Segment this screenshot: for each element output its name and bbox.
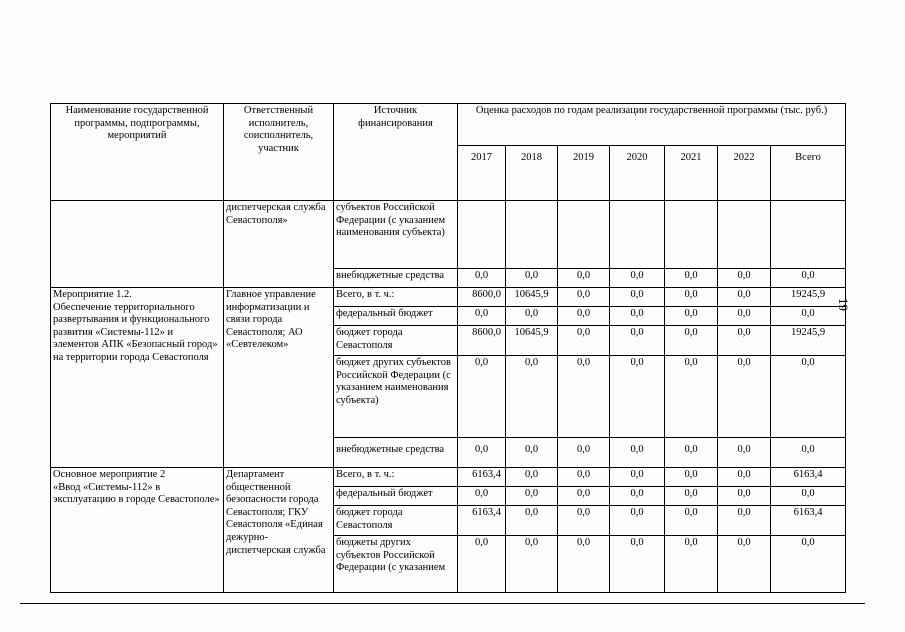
- value-cell: 0,0: [665, 307, 718, 326]
- value-cell: 0,0: [558, 487, 610, 506]
- value-cell: 6163,4: [458, 468, 506, 487]
- source-cell: субъектов Российской Федерации (с указанием наименования субъекта): [334, 201, 458, 269]
- value-cell: 0,0: [558, 468, 610, 487]
- value-cell: 6163,4: [771, 506, 846, 536]
- value-cell: 0,0: [771, 536, 846, 593]
- value-cell: 0,0: [718, 356, 771, 438]
- table-row: [51, 201, 846, 269]
- source-cell: федеральный бюджет: [334, 487, 458, 506]
- value-cell: 0,0: [665, 269, 718, 288]
- value-cell: 0,0: [610, 506, 665, 536]
- value-cell: 0,0: [506, 487, 558, 506]
- value-cell: 0,0: [771, 487, 846, 506]
- value-cell: 0,0: [665, 468, 718, 487]
- value-cell: 0,0: [458, 307, 506, 326]
- year-cell: 2021: [665, 146, 718, 201]
- year-cell: 2017: [458, 146, 506, 201]
- value-cell: 0,0: [558, 269, 610, 288]
- value-cell: 0,0: [506, 269, 558, 288]
- source-cell: бюджеты других субъектов Российской Федерации (с указанием: [334, 536, 458, 593]
- activity-title: Обеспечение территориального развертывания и функционального развития «Системы-112» и элементов АПК «Безопасный город» на территории города Севастополя: [53, 301, 218, 363]
- value-cell: 0,0: [771, 307, 846, 326]
- source-cell: внебюджетные средства: [334, 438, 458, 468]
- value-cell: 19245,9: [771, 326, 846, 356]
- value-cell: 0,0: [610, 487, 665, 506]
- page-number: 19: [836, 298, 851, 311]
- value-cell: 0,0: [558, 307, 610, 326]
- value-cell: 0,0: [506, 438, 558, 468]
- value-cell: 0,0: [665, 326, 718, 356]
- value-cell: 10645,9: [506, 326, 558, 356]
- value-cell: 0,0: [610, 326, 665, 356]
- value-cell: 0,0: [610, 536, 665, 593]
- value-cell: 0,0: [558, 288, 610, 307]
- value-cell: 0,0: [665, 438, 718, 468]
- responsible-cell: Главное управление информатизации и связи города Севастополя; АО «Севтелеком»: [224, 288, 334, 468]
- value-cell: 0,0: [506, 506, 558, 536]
- value-cell: 0,0: [665, 506, 718, 536]
- value-cell: 0,0: [718, 288, 771, 307]
- value-cell: 0,0: [718, 438, 771, 468]
- value-cell: 19245,9: [771, 288, 846, 307]
- value-cell: 0,0: [458, 438, 506, 468]
- year-cell: 2018: [506, 146, 558, 201]
- value-cell: 0,0: [718, 468, 771, 487]
- year-cell: 2020: [610, 146, 665, 201]
- value-cell: 0,0: [610, 356, 665, 438]
- value-cell: 0,0: [506, 307, 558, 326]
- value-cell: 0,0: [610, 438, 665, 468]
- value-cell: 0,0: [665, 536, 718, 593]
- value-cell: 8600,0: [458, 326, 506, 356]
- value-cell: 0,0: [506, 356, 558, 438]
- header-name: Наименование государственной программы, подпрограммы, мероприятий: [51, 104, 224, 201]
- value-cell: 0,0: [458, 269, 506, 288]
- source-cell: бюджет города Севастополя: [334, 326, 458, 356]
- responsible-cell: Департамент общественной безопасности города Севастополя; ГКУ Севастополя «Единая дежурно-диспетчерская служба: [224, 468, 334, 593]
- value-cell: 10645,9: [506, 288, 558, 307]
- value-cell: 0,0: [506, 536, 558, 593]
- value-cell: 8600,0: [458, 288, 506, 307]
- budget-table: [50, 103, 846, 593]
- table-row: [51, 288, 846, 307]
- value-cell: 0,0: [558, 326, 610, 356]
- value-cell: 0,0: [665, 288, 718, 307]
- source-cell: Всего, в т. ч.:: [334, 288, 458, 307]
- value-cell: 0,0: [558, 438, 610, 468]
- value-cell: 0,0: [718, 536, 771, 593]
- value-cell: 6163,4: [771, 468, 846, 487]
- header-estimate: Оценка расходов по годам реализации государственной программы (тыс. руб.): [458, 104, 846, 146]
- source-cell: бюджет других субъектов Российской Федерации (с указанием наименования субъекта): [334, 356, 458, 438]
- activity-number: Основное мероприятие 2: [53, 469, 166, 480]
- value-cell: 6163,4: [458, 506, 506, 536]
- value-cell: 0,0: [771, 356, 846, 438]
- value-cell: 0,0: [771, 438, 846, 468]
- value-cell: 0,0: [610, 269, 665, 288]
- year-cell: 2022: [718, 146, 771, 201]
- value-cell: 0,0: [718, 269, 771, 288]
- value-cell: 0,0: [665, 487, 718, 506]
- header-row: [51, 104, 846, 146]
- value-cell: 0,0: [506, 468, 558, 487]
- responsible-cell: диспетчерская служба Севастополя»: [224, 201, 334, 288]
- year-cell: 2019: [558, 146, 610, 201]
- value-cell: 0,0: [458, 536, 506, 593]
- source-cell: федеральный бюджет: [334, 307, 458, 326]
- value-cell: 0,0: [558, 536, 610, 593]
- value-cell: 0,0: [558, 356, 610, 438]
- activity-name-cell: [51, 288, 224, 468]
- value-cell: 0,0: [610, 468, 665, 487]
- value-cell: 0,0: [771, 269, 846, 288]
- header-responsible: Ответственный исполнитель, соисполнитель, участник: [224, 104, 334, 201]
- value-cell: 0,0: [718, 326, 771, 356]
- value-cell: 0,0: [458, 356, 506, 438]
- value-cell: 0,0: [718, 506, 771, 536]
- value-cell: 0,0: [665, 356, 718, 438]
- value-cell: 0,0: [718, 487, 771, 506]
- year-cell: Всего: [771, 146, 846, 201]
- source-cell: бюджет города Севастополя: [334, 506, 458, 536]
- value-cell: 0,0: [558, 506, 610, 536]
- activity-number: Мероприятие 1.2.: [53, 289, 132, 300]
- header-source: Источник финансирования: [334, 104, 458, 201]
- table-row: [51, 468, 846, 487]
- value-cell: 0,0: [610, 307, 665, 326]
- source-cell: Всего, в т. ч.:: [334, 468, 458, 487]
- activity-title: «Ввод «Системы-112» в эксплуатацию в городе Севастополе»: [53, 481, 220, 506]
- value-cell: 0,0: [610, 288, 665, 307]
- source-cell: внебюджетные средства: [334, 269, 458, 288]
- name-cell: [51, 201, 224, 288]
- page-bottom-rule: [20, 603, 865, 604]
- value-cell: 0,0: [458, 487, 506, 506]
- value-cell: 0,0: [718, 307, 771, 326]
- activity-name-cell: [51, 468, 224, 593]
